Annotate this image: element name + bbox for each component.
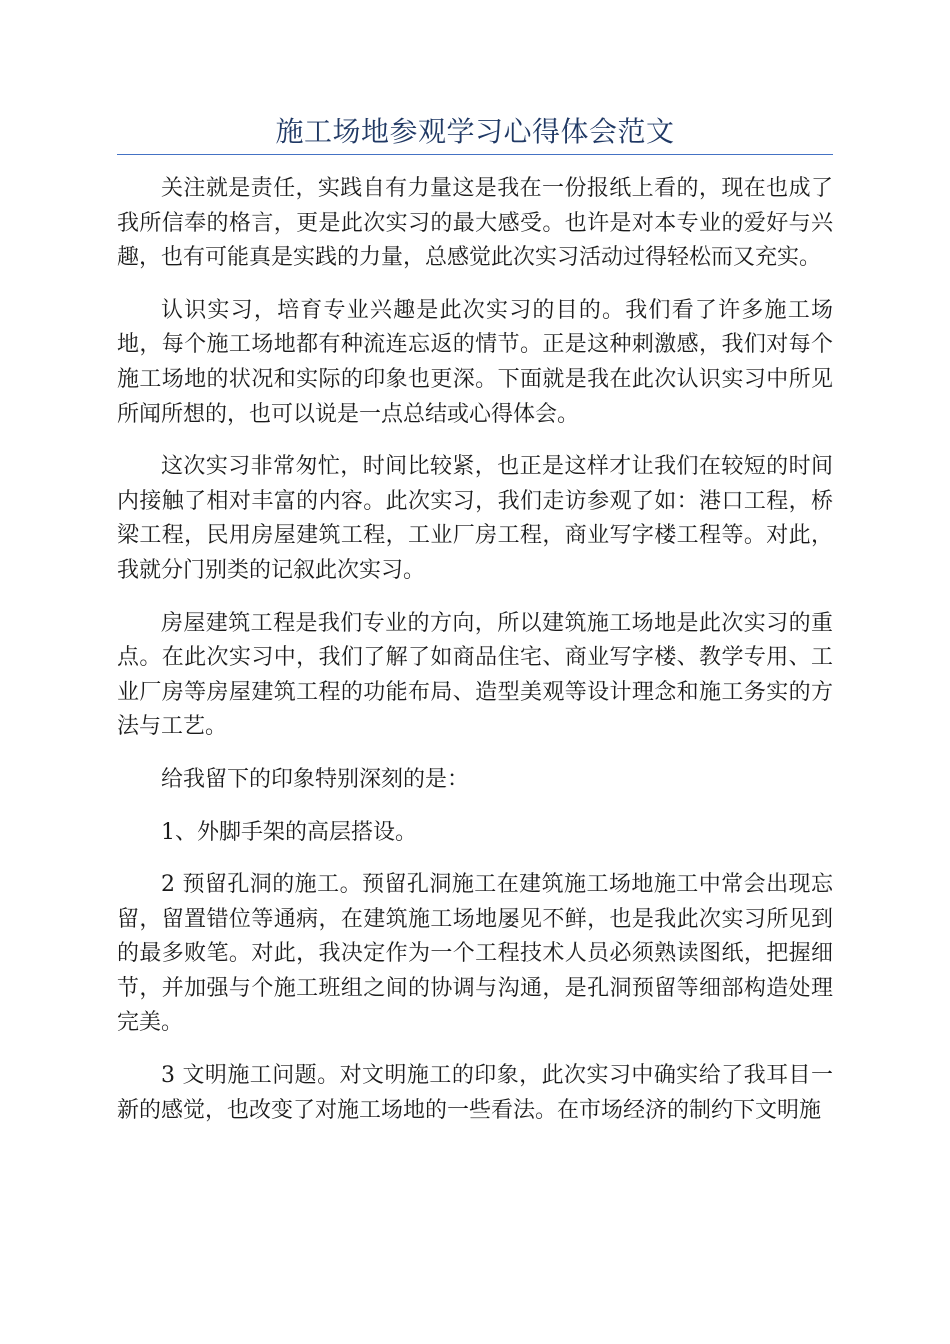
paragraph: 房屋建筑工程是我们专业的方向，所以建筑施工场地是此次实习的重点。在此次实习中，我们了解了如商品住宅、商业写字楼、教学专用、工业厂房等房屋建筑工程的功能布局、造型美观等设计理念和施工务实的方法与工艺。 <box>117 610 833 740</box>
paragraph: 关注就是责任，实践自有力量这是我在一份报纸上看的，现在也成了我所信奉的格言，更是此次实习的最大感受。也许是对本专业的爱好与兴趣，也有可能真是实践的力量，总感觉此次实习活动过得轻松而又充实。 <box>117 176 833 271</box>
paragraph: 给我留下的印象特别深刻的是： <box>161 766 470 792</box>
list-item: 2 预留孔洞的施工。预留孔洞施工在建筑施工场地施工中常会出现忘留，留置错位等通病，在建筑施工场地屡见不鲜，也是我此次实习所见到的最多败笔。对此，我决定作为一个工程技术人员必须熟读图纸，把握细节，并加强与个施工班组之间的协调与沟通，是孔洞预留等细部构造处理完美。 <box>117 872 833 1036</box>
document-body <box>117 172 833 1146</box>
document-title: 施工场地参观学习心得体会范文 <box>275 115 675 148</box>
paragraph: 这次实习非常匆忙，时间比较紧，也正是这样才让我们在较短的时间内接触了相对丰富的内容。此次实习，我们走访参观了如：港口工程，桥梁工程，民用房屋建筑工程，工业厂房工程，商业写字楼工程等。对此，我就分门别类的记叙此次实习。 <box>117 454 833 583</box>
paragraph: 认识实习，培育专业兴趣是此次实习的目的。我们看了许多施工场地，每个施工场地都有种流连忘返的情节。正是这种刺激感，我们对每个施工场地的状况和实际的印象也更深。下面就是我在此次认识实习中所见所闻所想的，也可以说是一点总结或心得体会。 <box>117 297 833 427</box>
title-underline <box>117 154 833 155</box>
list-item: 3 文明施工问题。对文明施工的印象，此次实习中确实给了我耳目一新的感觉，也改变了对施工场地的一些看法。在市场经济的制约下文明施 <box>117 1063 833 1123</box>
list-item: 1、外脚手架的高层搭设。 <box>161 819 417 845</box>
